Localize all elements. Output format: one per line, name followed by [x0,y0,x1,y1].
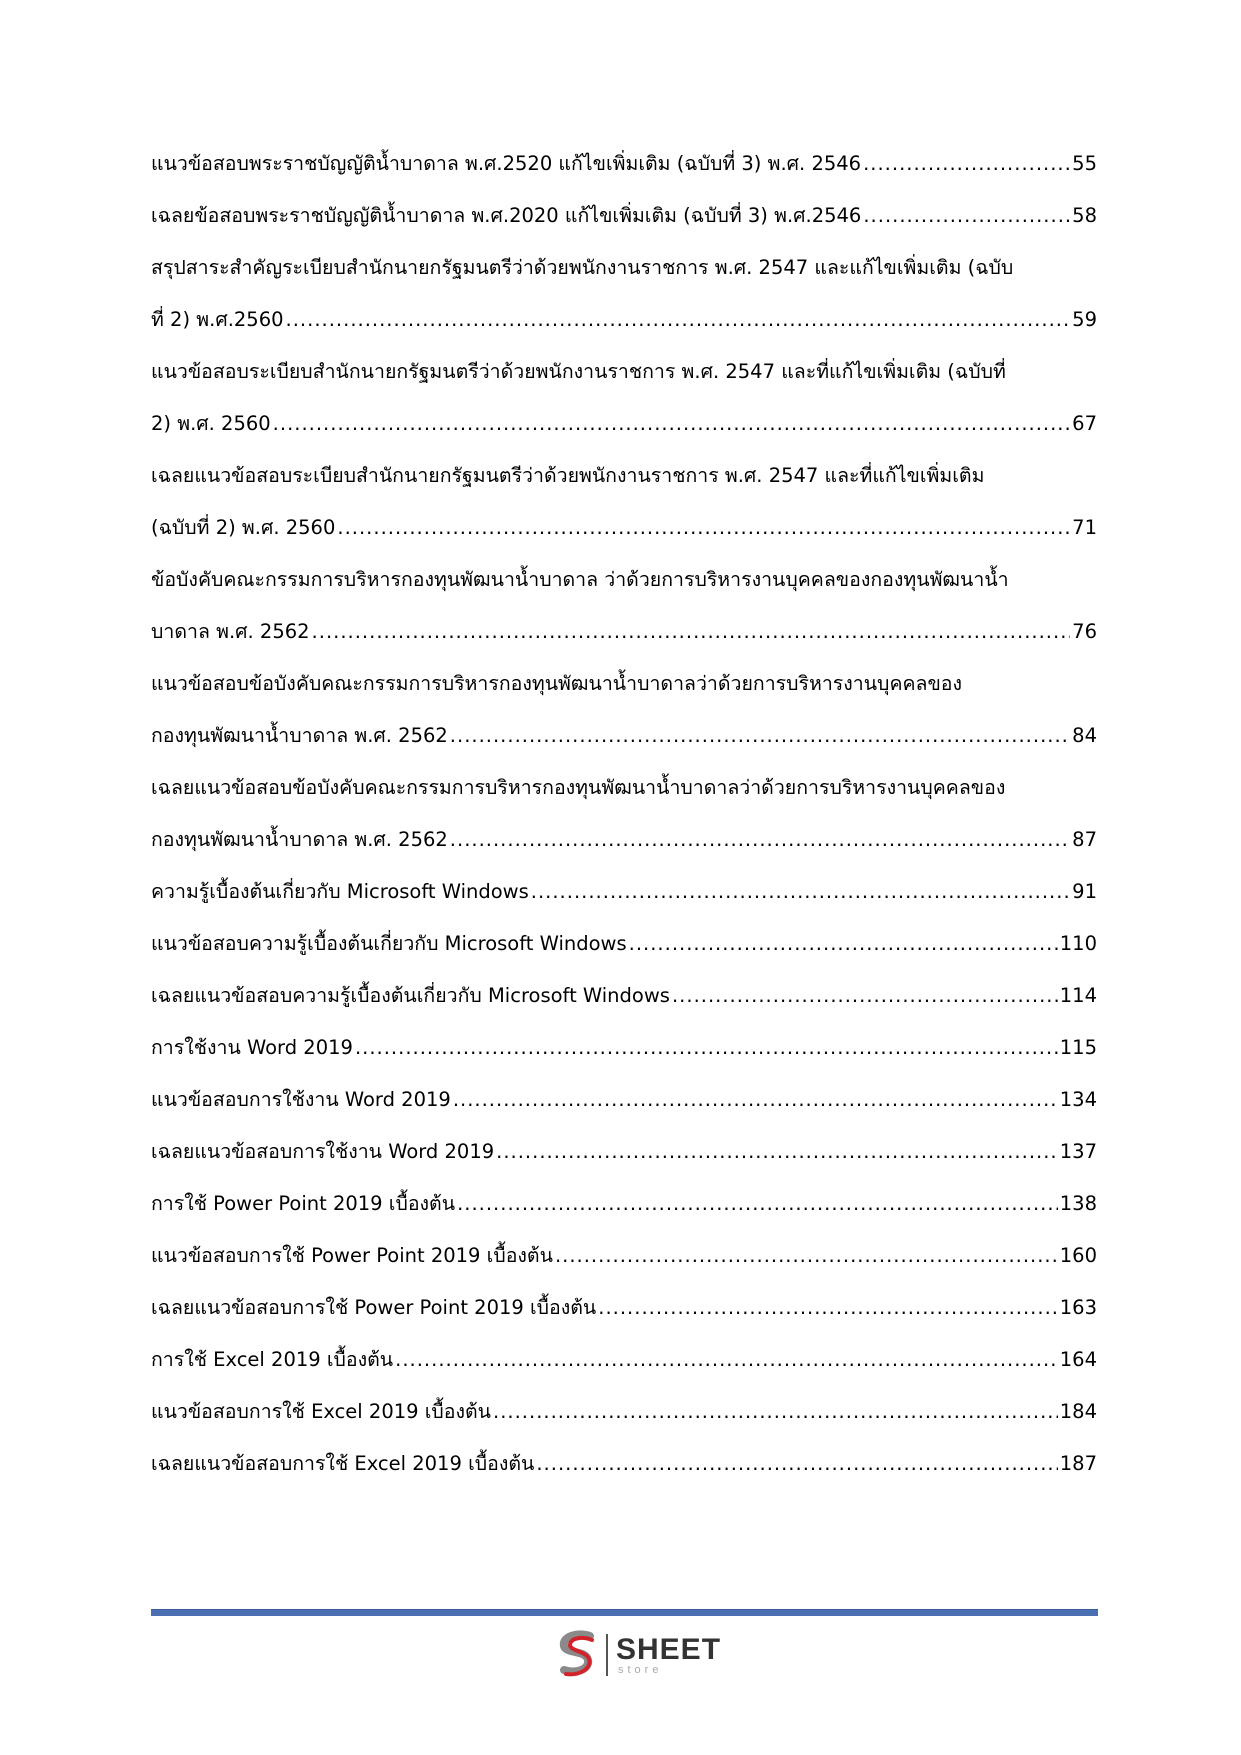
toc-entry[interactable] [151,1138,1097,1190]
toc-entry-page-number: 87 [1072,828,1097,851]
toc-entry[interactable] [151,670,1097,774]
toc-entry-title: กองทุนพัฒนาน้ำบาดาล พ.ศ. 2562 [151,828,448,851]
toc-leader-dots [493,1398,1058,1426]
toc-leader-dots [355,1034,1058,1062]
toc-leader-dots [598,1294,1058,1322]
toc-entry[interactable] [151,930,1097,982]
toc-entry-page-number: 67 [1072,412,1097,435]
toc-entry-title-line1: แนวข้อสอบระเบียบสำนักนายกรัฐมนตรีว่าด้วยพนักงานราชการ พ.ศ. 2547 และที่แก้ไขเพิ่มเติม (ฉบับที่ [151,360,1006,383]
toc-entry-page-number: 84 [1072,724,1097,747]
toc-entry[interactable] [151,1086,1097,1138]
toc-entry-title: แนวข้อสอบความรู้เบื้องต้นเกี่ยวกับ Microsoft Windows [151,932,627,955]
toc-entry-page-number: 71 [1072,516,1097,539]
toc-entry-page-number: 115 [1059,1036,1097,1059]
toc-entry-page-number: 184 [1059,1400,1097,1423]
toc-entry[interactable] [151,358,1097,462]
toc-leader-dots [672,982,1058,1010]
toc-entry-page-number: 55 [1072,152,1097,175]
toc-entry-title-line1: แนวข้อสอบข้อบังคับคณะกรรมการบริหารกองทุนพัฒนาน้ำบาดาลว่าด้วยการบริหารงานบุคคลของ [151,672,963,695]
toc-entry[interactable] [151,1034,1097,1086]
toc-entry-title-line1: เฉลยแนวข้อสอบข้อบังคับคณะกรรมการบริหารกองทุนพัฒนาน้ำบาดาลว่าด้วยการบริหารงานบุคคลของ [151,776,1006,799]
toc-entry-page-number: 137 [1059,1140,1097,1163]
toc-entry[interactable] [151,774,1097,878]
toc-entry-page-number: 163 [1059,1296,1097,1319]
toc-entry-page-number: 160 [1059,1244,1097,1267]
sheet-store-s-logo-icon [556,1630,600,1680]
table-of-contents [151,150,1097,1502]
toc-leader-dots [536,1450,1057,1478]
toc-entry-page-number: 110 [1059,932,1097,955]
toc-entry-title: แนวข้อสอบการใช้งาน Word 2019 [151,1088,451,1111]
toc-entry-title: ความรู้เบื้องต้นเกี่ยวกับ Microsoft Windows [151,880,529,903]
toc-leader-dots [531,878,1070,906]
toc-entry[interactable] [151,254,1097,358]
toc-entry-title-line1: ข้อบังคับคณะกรรมการบริหารกองทุนพัฒนาน้ำบาดาล ว่าด้วยการบริหารงานบุคคลของกองทุนพัฒนาน้ำ [151,568,1009,591]
toc-entry-title: แนวข้อสอบพระราชบัญญัติน้ำบาดาล พ.ศ.2520 แก้ไขเพิ่มเติม (ฉบับที่ 3) พ.ศ. 2546 [151,152,862,175]
toc-entry-page-number: 138 [1059,1192,1097,1215]
toc-leader-dots [286,306,1071,334]
toc-entry[interactable] [151,1398,1097,1450]
toc-leader-dots [337,514,1070,542]
toc-entry[interactable] [151,878,1097,930]
toc-entry[interactable] [151,1242,1097,1294]
toc-entry[interactable] [151,150,1097,202]
toc-entry[interactable] [151,1190,1097,1242]
toc-entry[interactable] [151,462,1097,566]
toc-leader-dots [496,1138,1058,1166]
toc-entry-page-number: 58 [1072,204,1097,227]
toc-entry-page-number: 114 [1059,984,1097,1007]
toc-entry-title: การใช้ Power Point 2019 เบื้องต้น [151,1192,456,1215]
toc-leader-dots [629,930,1058,958]
toc-entry[interactable] [151,1450,1097,1502]
toc-entry-title: เฉลยแนวข้อสอบความรู้เบื้องต้นเกี่ยวกับ Microsoft Windows [151,984,670,1007]
toc-leader-dots [273,410,1071,438]
toc-entry-title: แนวข้อสอบการใช้ Excel 2019 เบื้องต้น [151,1400,492,1423]
toc-leader-dots [555,1242,1058,1270]
toc-entry[interactable] [151,1294,1097,1346]
toc-entry-title: การใช้งาน Word 2019 [151,1036,353,1059]
toc-entry-title: ที่ 2) พ.ศ.2560 [151,308,284,331]
toc-leader-dots [863,150,1070,178]
toc-leader-dots [450,826,1070,854]
logo-separator [606,1634,608,1676]
toc-entry-title: บาดาล พ.ศ. 2562 [151,620,310,643]
footer-logo [556,1630,721,1680]
toc-entry-title-line1: เฉลยแนวข้อสอบระเบียบสำนักนายกรัฐมนตรีว่าด้วยพนักงานราชการ พ.ศ. 2547 และที่แก้ไขเพิ่มเติม [151,464,985,487]
toc-entry-title-line1: สรุปสาระสำคัญระเบียบสำนักนายกรัฐมนตรีว่าด้วยพนักงานราชการ พ.ศ. 2547 และแก้ไขเพิ่มเติม (ฉบับ [151,256,1014,279]
logo-wordmark: SHEET [616,1632,722,1666]
toc-entry-title: (ฉบับที่ 2) พ.ศ. 2560 [151,516,336,539]
footer-divider [151,1609,1098,1616]
toc-entry[interactable] [151,566,1097,670]
toc-entry-title: กองทุนพัฒนาน้ำบาดาล พ.ศ. 2562 [151,724,448,747]
toc-entry[interactable] [151,202,1097,254]
toc-entry-page-number: 91 [1072,880,1097,903]
toc-entry-page-number: 59 [1072,308,1097,331]
toc-entry-title: เฉลยแนวข้อสอบการใช้ Power Point 2019 เบื้องต้น [151,1296,597,1319]
toc-entry-page-number: 187 [1059,1452,1097,1475]
toc-entry-title: เฉลยแนวข้อสอบการใช้งาน Word 2019 [151,1140,495,1163]
toc-leader-dots [312,618,1071,646]
toc-entry-title: เฉลยแนวข้อสอบการใช้ Excel 2019 เบื้องต้น [151,1452,535,1475]
toc-entry-page-number: 164 [1059,1348,1097,1371]
toc-leader-dots [457,1190,1058,1218]
toc-entry-title: การใช้ Excel 2019 เบื้องต้น [151,1348,394,1371]
toc-leader-dots [863,202,1070,230]
logo-subtitle: store [618,1663,663,1676]
toc-leader-dots [395,1346,1058,1374]
toc-entry-page-number: 134 [1059,1088,1097,1111]
toc-entry[interactable] [151,1346,1097,1398]
toc-entry-title: แนวข้อสอบการใช้ Power Point 2019 เบื้องต้น [151,1244,553,1267]
toc-leader-dots [453,1086,1058,1114]
toc-leader-dots [450,722,1070,750]
toc-entry[interactable] [151,982,1097,1034]
toc-entry-page-number: 76 [1072,620,1097,643]
toc-entry-title: เฉลยข้อสอบพระราชบัญญัติน้ำบาดาล พ.ศ.2020 แก้ไขเพิ่มเติม (ฉบับที่ 3) พ.ศ.2546 [151,204,862,227]
logo-text [616,1632,722,1676]
toc-entry-title: 2) พ.ศ. 2560 [151,412,271,435]
